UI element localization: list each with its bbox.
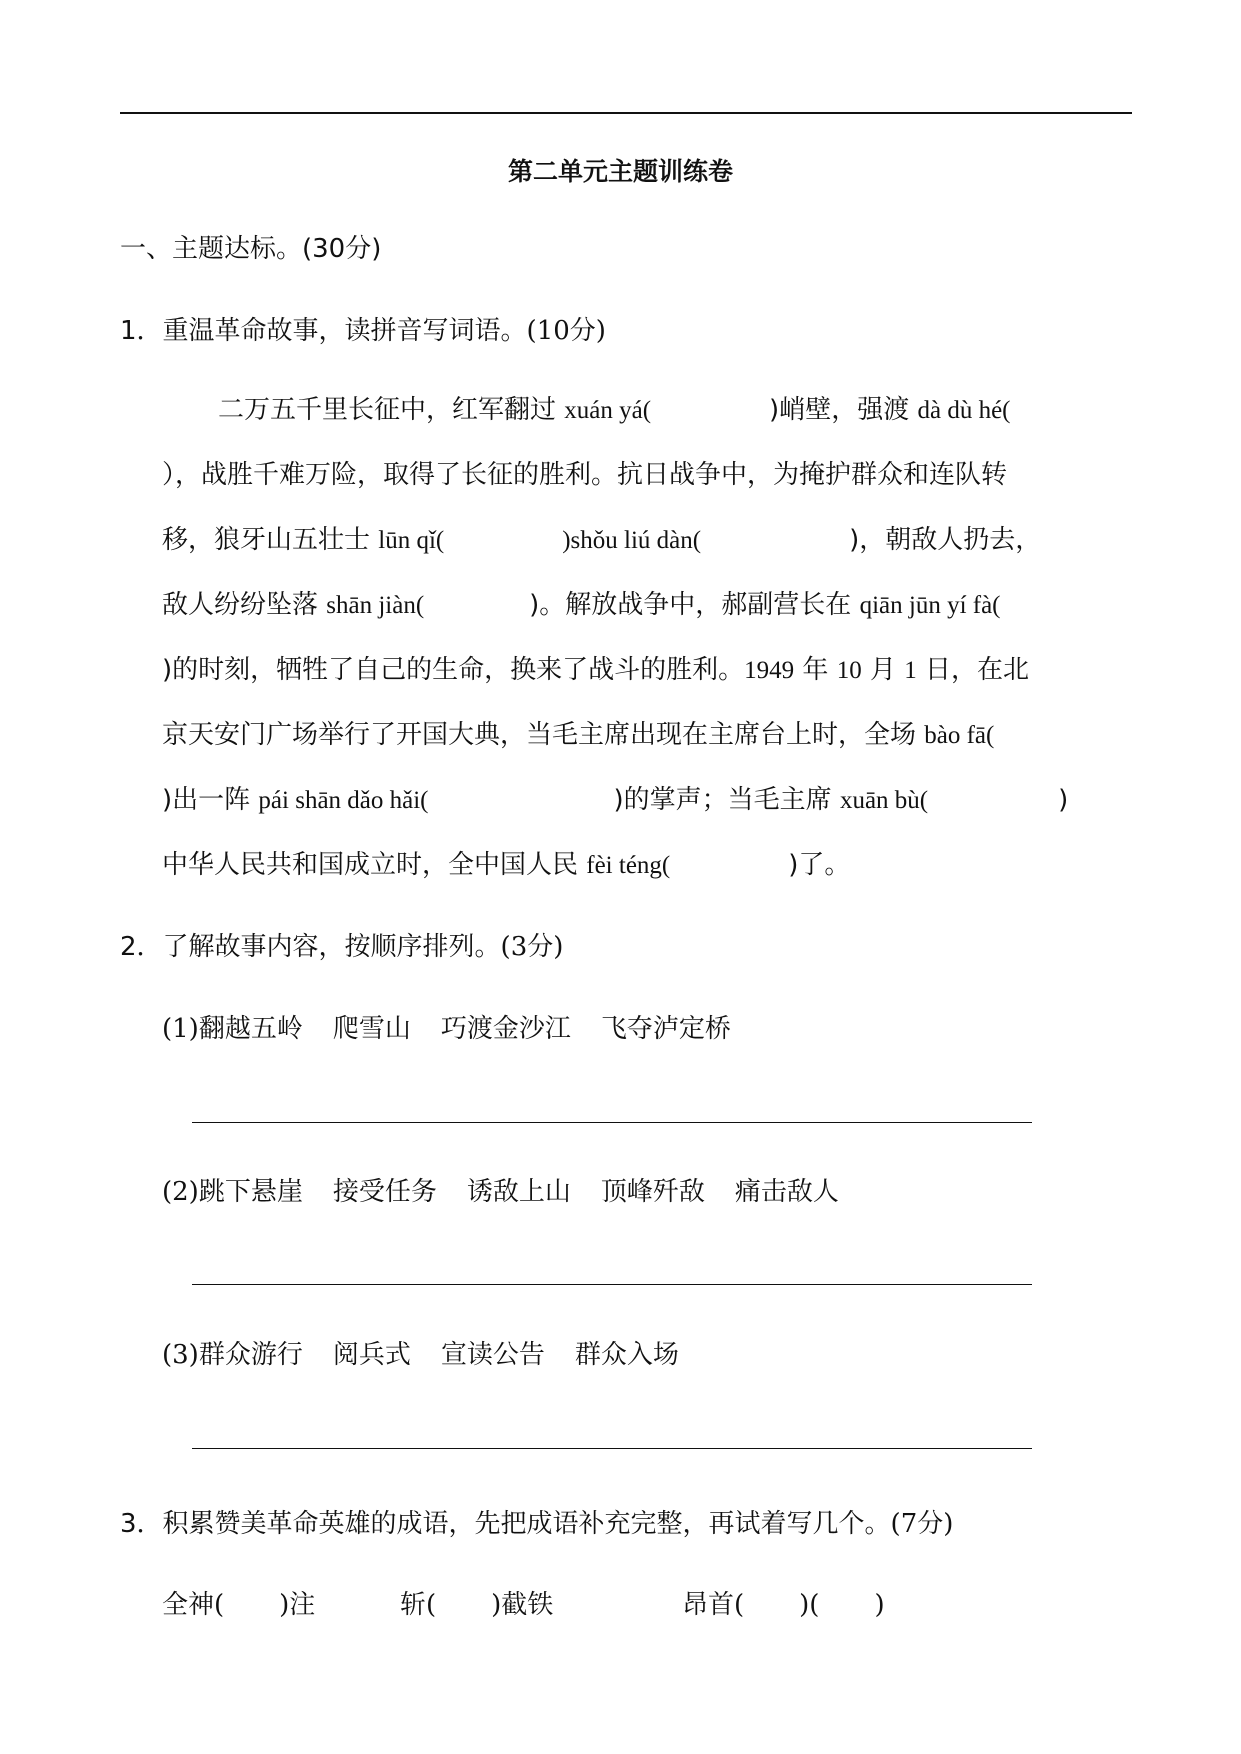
passage-line: ），战胜千难万险，取得了长征的胜利。抗日战争中，为掩护群众和连队转: [162, 460, 1008, 490]
passage-line: )的时刻，牺牲了自己的生命，换来了战斗的胜利。1949 年 10 月 1 日，在北: [162, 655, 1029, 685]
header-rule: [120, 112, 1132, 114]
sequence-group-3: (3)群众游行 阅兵式 宣读公告 群众入场: [162, 1340, 679, 1370]
passage-line: 移，狼牙山五壮士 lūn qǐ( )shǒu liú dàn( )，朝敌人扔去，: [162, 525, 1042, 555]
answer-line[interactable]: [192, 1284, 1032, 1285]
passage-line: 中华人民共和国成立时，全中国人民 fèi téng( )了。: [162, 850, 851, 880]
passage-line: 京天安门广场举行了开国大典，当毛主席出现在主席台上时，全场 bào fā(: [162, 720, 995, 750]
answer-line[interactable]: [192, 1448, 1032, 1449]
sequence-group-2: (2)跳下悬崖 接受任务 诱敌上山 顶峰歼敌 痛击敌人: [162, 1177, 839, 1207]
question-3: [120, 1507, 953, 1541]
idiom-3: 昂首( )( ): [682, 1590, 885, 1620]
passage-line: )出一阵 pái shān dǎo hǎi( )的掌声；当毛主席 xuān bù( ): [162, 785, 1069, 815]
passage: [162, 378, 1132, 898]
passage-line: 敌人纷纷坠落 shān jiàn( )。解放战争中，郝副营长在 qiān jūn yí fà(: [162, 590, 1001, 620]
question-prompt: 了解故事内容，按顺序排列。(3分): [162, 932, 564, 962]
idiom-2: 斩( )截铁: [400, 1590, 554, 1620]
page-title: 第二单元主题训练卷: [507, 157, 733, 186]
question-2: [120, 930, 563, 964]
answer-line[interactable]: [192, 1122, 1032, 1123]
section-heading: 一、主题达标。(30分): [120, 234, 382, 264]
question-prompt: 重温革命故事，读拼音写词语。(10分): [162, 316, 606, 346]
question-1: [120, 314, 606, 348]
idiom-1: 全神( )注: [162, 1590, 316, 1620]
question-number: 1．: [120, 316, 163, 346]
question-prompt: 积累赞美革命英雄的成语，先把成语补充完整，再试着写几个。(7分): [162, 1509, 954, 1539]
sequence-group-1: (1)翻越五岭 爬雪山 巧渡金沙江 飞夺泸定桥: [162, 1014, 731, 1044]
passage-line: 二万五千里长征中，红军翻过 xuán yá( )峭壁，强渡 dà dù hé(: [218, 395, 1011, 425]
question-number: 2．: [120, 932, 163, 962]
question-number: 3．: [120, 1509, 163, 1539]
